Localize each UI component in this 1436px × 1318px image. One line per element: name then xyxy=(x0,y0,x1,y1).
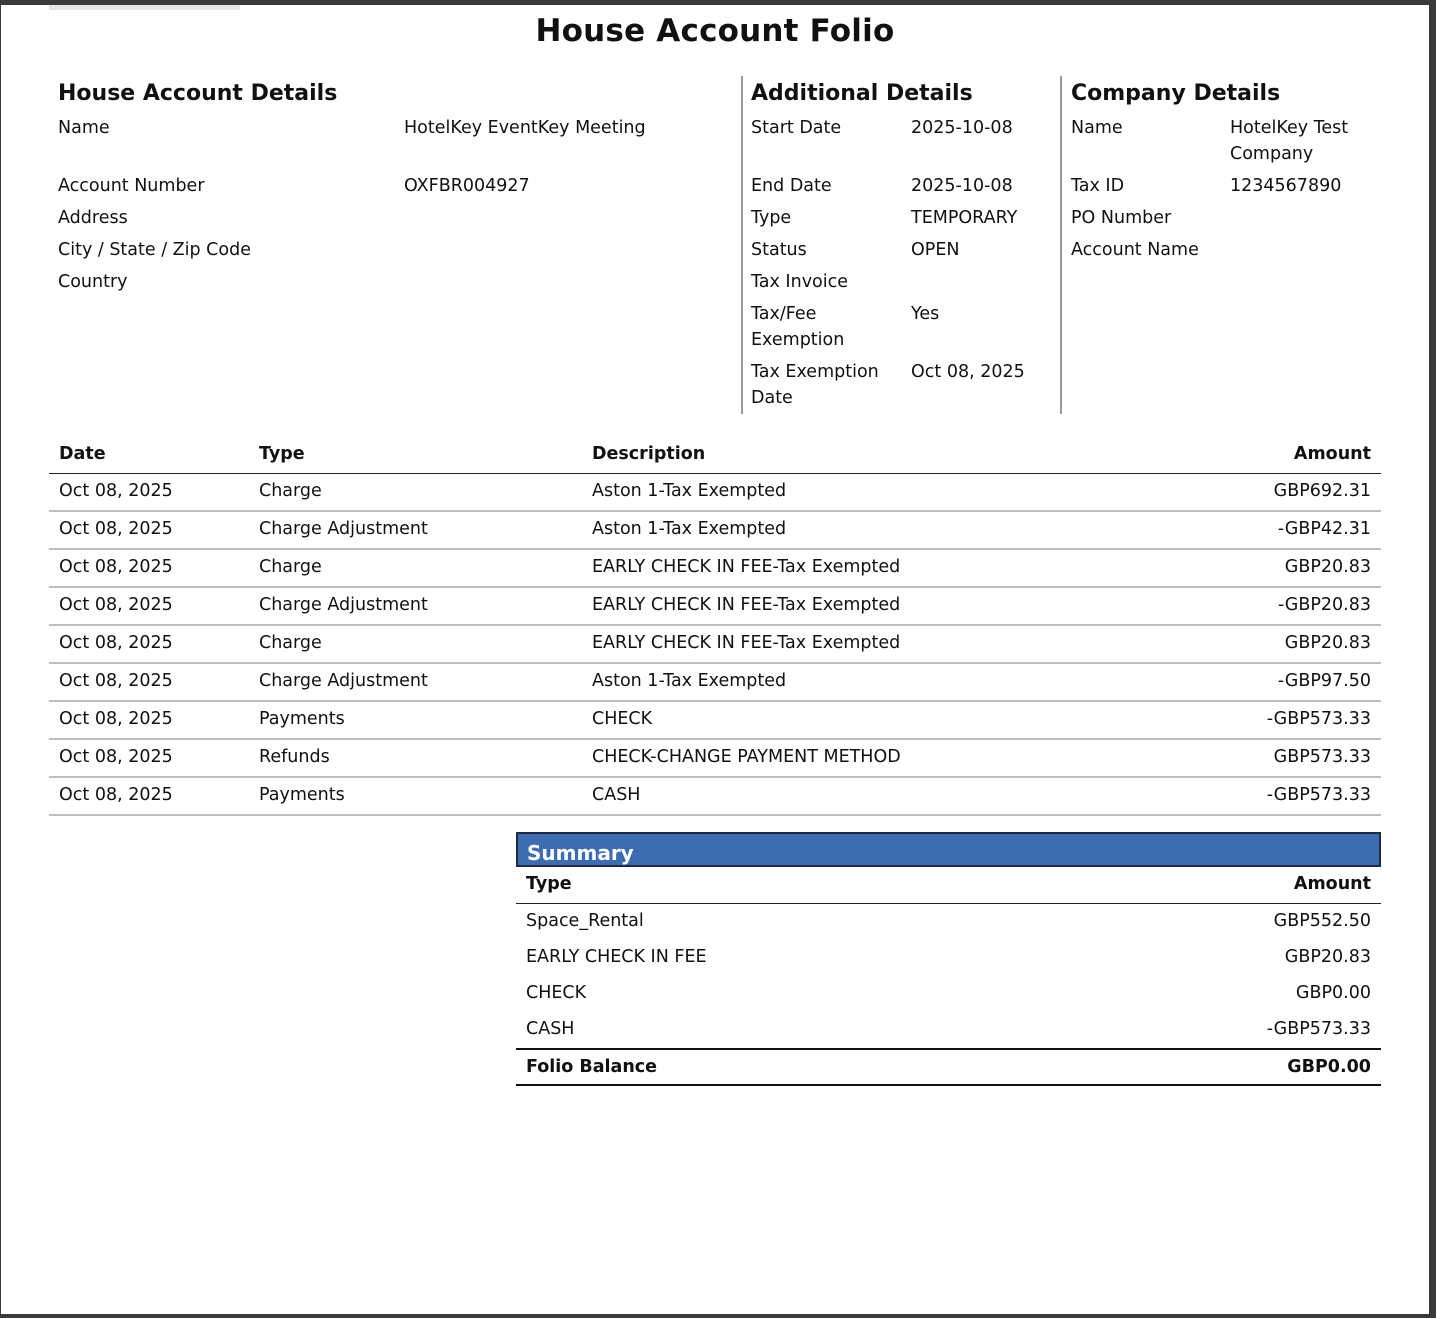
row-description: EARLY CHECK IN FEE-Tax Exempted xyxy=(592,633,901,653)
account-name-label: Account Name xyxy=(1071,240,1199,260)
account-number-label: Account Number xyxy=(58,176,205,196)
company-details-heading: Company Details xyxy=(1071,81,1281,106)
row-type: Charge Adjustment xyxy=(259,519,428,539)
type-value: TEMPORARY xyxy=(911,208,1018,228)
tax-id-label: Tax ID xyxy=(1071,176,1125,196)
tax-fee-exemption-value: Yes xyxy=(911,304,940,324)
description-column-header: Description xyxy=(592,444,706,464)
row-amount: GBP20.83 xyxy=(1284,557,1371,577)
row-date: Oct 08, 2025 xyxy=(59,481,173,501)
company-name-value: HotelKey Test Company xyxy=(1230,118,1349,164)
table-row xyxy=(49,512,1381,550)
row-date: Oct 08, 2025 xyxy=(59,747,173,767)
account-number-value: OXFBR004927 xyxy=(404,176,530,196)
row-date: Oct 08, 2025 xyxy=(59,595,173,615)
country-label: Country xyxy=(58,272,128,292)
table-row xyxy=(49,664,1381,702)
row-amount: -GBP573.33 xyxy=(1266,709,1371,729)
row-amount: -GBP573.33 xyxy=(1266,785,1371,805)
row-description: Aston 1-Tax Exempted xyxy=(592,519,787,539)
summary-row xyxy=(516,940,1381,976)
date-column-header: Date xyxy=(59,444,106,464)
row-description: EARLY CHECK IN FEE-Tax Exempted xyxy=(592,557,901,577)
summary-amount-header: Amount xyxy=(1293,874,1371,894)
row-date: Oct 08, 2025 xyxy=(59,557,173,577)
end-date-label: End Date xyxy=(751,176,832,196)
row-date: Oct 08, 2025 xyxy=(59,519,173,539)
summary-header-row xyxy=(516,867,1381,904)
house-name-value: HotelKey EventKey Meeting xyxy=(404,118,646,138)
summary-row-amount: GBP20.83 xyxy=(1284,947,1371,967)
row-amount: GBP20.83 xyxy=(1284,633,1371,653)
start-date-label: Start Date xyxy=(751,118,842,138)
table-row xyxy=(49,550,1381,588)
row-type: Charge Adjustment xyxy=(259,671,428,691)
row-type: Charge xyxy=(259,557,322,577)
city-state-zip-label: City / State / Zip Code xyxy=(58,240,251,260)
row-description: CHECK-CHANGE PAYMENT METHOD xyxy=(592,747,901,767)
table-row xyxy=(49,702,1381,740)
table-row xyxy=(49,626,1381,664)
row-amount: GBP692.31 xyxy=(1273,481,1371,501)
section-divider xyxy=(1060,76,1062,414)
type-label: Type xyxy=(751,208,792,228)
type-column-header: Type xyxy=(259,444,305,464)
transactions-header-row xyxy=(49,437,1381,474)
page-title: House Account Folio xyxy=(535,13,895,49)
summary-row-amount: GBP552.50 xyxy=(1273,911,1371,931)
row-type: Charge xyxy=(259,633,322,653)
summary-row xyxy=(516,1012,1381,1048)
start-date-value: 2025-10-08 xyxy=(911,118,1013,138)
row-date: Oct 08, 2025 xyxy=(59,785,173,805)
summary-row-type: CHECK xyxy=(526,983,587,1003)
row-type: Charge Adjustment xyxy=(259,595,428,615)
row-description: CHECK xyxy=(592,709,653,729)
address-label: Address xyxy=(58,208,128,228)
summary-type-header: Type xyxy=(526,874,572,894)
row-description: CASH xyxy=(592,785,641,805)
table-row xyxy=(49,588,1381,626)
table-row xyxy=(49,740,1381,778)
row-date: Oct 08, 2025 xyxy=(59,671,173,691)
table-row xyxy=(49,778,1381,816)
amount-column-header: Amount xyxy=(1293,444,1371,464)
table-row xyxy=(49,474,1381,512)
tax-fee-exemption-label: Tax/Fee Exemption xyxy=(751,304,845,350)
row-type: Payments xyxy=(259,709,345,729)
po-number-label: PO Number xyxy=(1071,208,1172,228)
row-date: Oct 08, 2025 xyxy=(59,633,173,653)
summary-row-amount: GBP0.00 xyxy=(1295,983,1371,1003)
tax-exemption-date-label: Tax Exemption Date xyxy=(751,362,879,408)
row-description: Aston 1-Tax Exempted xyxy=(592,671,787,691)
house-account-heading: House Account Details xyxy=(58,81,338,106)
row-type: Refunds xyxy=(259,747,330,767)
end-date-value: 2025-10-08 xyxy=(911,176,1013,196)
tax-exemption-date-value: Oct 08, 2025 xyxy=(911,362,1025,382)
row-type: Payments xyxy=(259,785,345,805)
row-type: Charge xyxy=(259,481,322,501)
folio-balance-value: GBP0.00 xyxy=(1287,1057,1371,1077)
row-amount: GBP573.33 xyxy=(1273,747,1371,767)
company-name-label: Name xyxy=(1071,118,1123,138)
tax-invoice-label: Tax Invoice xyxy=(751,272,849,292)
summary-row-type: CASH xyxy=(526,1019,575,1039)
page-tab-strip xyxy=(49,5,240,10)
folio-page xyxy=(1,5,1429,1314)
row-date: Oct 08, 2025 xyxy=(59,709,173,729)
summary-title-bar xyxy=(516,832,1381,867)
summary-title: Summary xyxy=(527,841,634,865)
row-description: Aston 1-Tax Exempted xyxy=(592,481,787,501)
summary-row-amount: -GBP573.33 xyxy=(1266,1019,1371,1039)
folio-balance-row xyxy=(516,1048,1381,1086)
status-value: OPEN xyxy=(911,240,960,260)
additional-details-heading: Additional Details xyxy=(751,81,973,106)
status-label: Status xyxy=(751,240,807,260)
section-divider xyxy=(741,76,743,414)
tax-id-value: 1234567890 xyxy=(1230,176,1342,196)
summary-row xyxy=(516,904,1381,940)
summary-row-type: Space_Rental xyxy=(526,911,644,931)
row-amount: -GBP97.50 xyxy=(1277,671,1371,691)
summary-table xyxy=(516,832,1381,1086)
summary-row xyxy=(516,976,1381,1012)
summary-row-type: EARLY CHECK IN FEE xyxy=(526,947,707,967)
house-name-label: Name xyxy=(58,118,110,138)
folio-balance-label: Folio Balance xyxy=(526,1057,658,1077)
transactions-table xyxy=(49,437,1381,816)
row-amount: -GBP20.83 xyxy=(1277,595,1371,615)
row-description: EARLY CHECK IN FEE-Tax Exempted xyxy=(592,595,901,615)
row-amount: -GBP42.31 xyxy=(1277,519,1371,539)
